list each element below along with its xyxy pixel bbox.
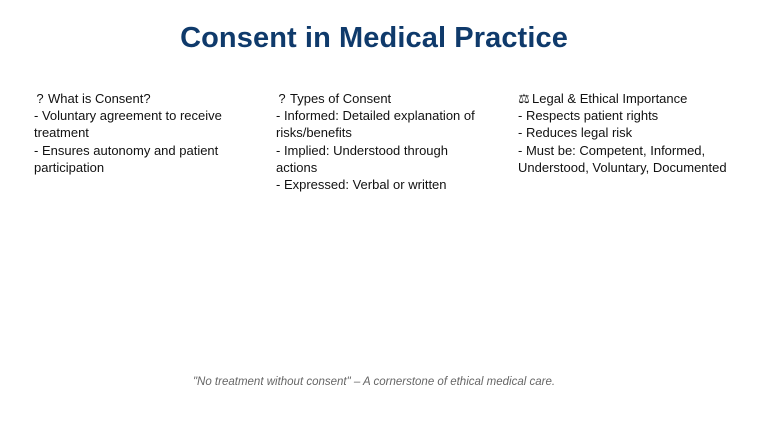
column-types-of-consent xyxy=(276,90,491,193)
scales-icon: ⚖ xyxy=(518,91,530,106)
footer-quote: "No treatment without consent" – A cornerstone of ethical medical care. xyxy=(192,376,556,388)
column-list xyxy=(34,107,249,176)
list-item: - Reduces legal risk xyxy=(518,125,633,141)
list-item: - Ensures autonomy and patient participation xyxy=(34,142,219,175)
column-heading-text: Legal & Ethical Importance xyxy=(532,91,688,106)
column-legal-ethical-importance xyxy=(518,90,748,176)
column-list xyxy=(518,107,748,176)
slide-title: Consent in Medical Practice xyxy=(180,22,568,54)
list-item: - Expressed: Verbal or written xyxy=(276,177,447,193)
column-heading xyxy=(34,90,249,107)
column-list xyxy=(276,107,491,193)
types-icon: ? xyxy=(278,91,286,106)
list-item: - Informed: Detailed explanation of risks/benefits xyxy=(276,108,475,141)
list-item: - Voluntary agreement to receive treatment xyxy=(34,108,222,141)
column-what-is-consent xyxy=(34,90,249,176)
column-heading xyxy=(276,90,491,107)
list-item: - Respects patient rights xyxy=(518,108,659,124)
column-heading xyxy=(518,90,748,107)
list-item: - Must be: Competent, Informed, Understood, Voluntary, Documented xyxy=(518,142,727,175)
question-icon: ? xyxy=(36,91,44,106)
list-item: - Implied: Understood through actions xyxy=(276,142,448,175)
column-heading-text: What is Consent? xyxy=(48,91,151,106)
column-heading-text: Types of Consent xyxy=(290,91,392,106)
